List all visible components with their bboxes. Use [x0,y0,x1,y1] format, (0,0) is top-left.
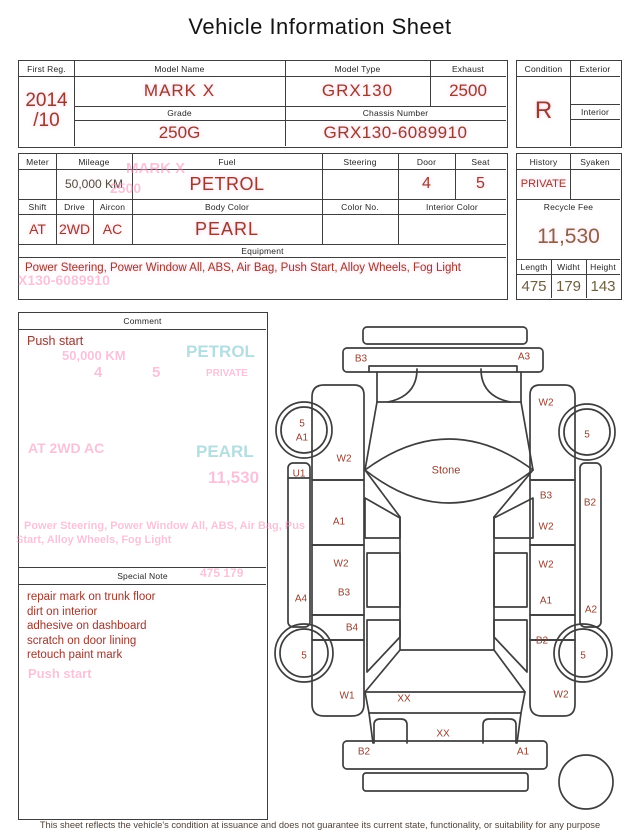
damage-code-label: 5 [299,418,305,430]
model-name-label: Model Name [154,63,205,74]
condition-table [516,60,622,148]
comment-label: Comment [123,316,162,326]
width-label: Widht [557,261,580,272]
fuel-value: PETROL [189,173,265,194]
special-note-item: dirt on interior [27,605,98,618]
equipment-label: Equipment [241,245,284,256]
ghost-text: PEARL [196,442,254,461]
ghost-text: PRIVATE [206,368,248,379]
model-type-value: GRX130 [321,81,394,100]
ghost-text: AT 2WD AC [28,440,105,456]
interior-label: Interior [580,106,610,117]
damage-code-label: XX [397,693,411,705]
left-rear-door-shape [312,545,364,615]
damage-code-label: 5 [584,429,590,441]
seat-value: 5 [476,175,485,192]
model-name-value: MARK X [143,81,216,100]
grade-value: 250G [158,123,201,142]
damage-code-label: B4 [345,622,359,634]
special-note-item: scratch on door lining [27,634,137,647]
ghost-text: 475 179 [200,566,244,580]
exhaust-label: Exhaust [451,63,485,74]
damage-code-label: W2 [553,689,569,701]
damage-code-label: A1 [516,746,530,758]
ghost-text: Power Steering, Power Window All, ABS, Air Bag, Pus [24,520,306,532]
damage-code-label: B3 [337,587,351,599]
ghost-text: 2500 [110,180,142,196]
special-note-item: repair mark on trunk floor [27,591,156,603]
first-reg-month: /10 [33,110,60,131]
length-value: 475 [521,277,547,295]
first-reg-label: First Reg. [27,63,66,74]
door-value: 4 [422,175,431,192]
damage-code-label: W1 [339,690,355,702]
damage-code-label: A1 [332,516,346,528]
syaken-label: Syaken [580,156,610,167]
history-fee-table [516,153,622,300]
height-label: Height [590,261,616,272]
grade-label: Grade [167,108,192,118]
damage-code-label: W2 [538,559,554,571]
car-damage-diagram [270,312,640,820]
aircon-value: AC [102,221,123,237]
ghost-text: X130-6089910 [18,272,110,288]
damage-code-label: B3 [539,490,553,502]
damage-code-label: B2 [535,635,549,647]
meter-value [19,169,56,199]
right-front-door-shape [530,480,575,545]
damage-code-label: A1 [539,595,553,607]
damage-code-label: A2 [584,604,598,616]
exhaust-value: 2500 [449,81,487,100]
drive-label: Drive [64,201,85,212]
damage-code-label: Stone [431,464,461,477]
damage-code-label: W2 [333,558,349,570]
special-note-item: adhesive on dashboard [27,620,147,632]
ghost-text: Push start [28,666,92,681]
damage-code-label: 5 [580,650,586,662]
first-reg-value [19,76,74,146]
damage-code-label: B2 [583,497,597,509]
interior-color-value [398,214,506,244]
chassis-number-value: GRX130-6089910 [323,123,468,142]
shift-label: Shift [28,201,47,212]
front-panel-shape [343,348,543,372]
ghost-text: Start, Alloy Wheels, Fog Light [16,534,172,546]
ghost-text: 4 [94,364,103,381]
damage-code-label: A1 [295,432,309,444]
width-value: 179 [555,277,582,295]
door-label: Door [416,156,437,167]
fuel-label: Fuel [218,156,236,167]
interior-value [570,119,620,146]
syaken-value [570,169,620,199]
aircon-label: Aircon [99,201,126,212]
front-bumper-shape [363,327,527,344]
mileage-label: Mileage [78,156,110,167]
mileage-value: 50,000 KM [64,177,124,191]
condition-value: R [534,97,553,124]
special-note-list [27,590,155,663]
damage-code-label: B2 [357,746,371,758]
color-no-label: Color No. [341,201,379,212]
damage-code-label: A4 [294,593,308,605]
ghost-text: MARK X [126,160,186,177]
seat-label: Seat [471,156,490,167]
model-type-label: Model Type [334,63,381,74]
first-reg-year: 2014 [25,90,68,111]
damage-code-label: XX [436,728,450,740]
color-no-value [322,214,398,244]
front-left-wheel [276,402,332,458]
damage-code-label: 5 [301,650,307,662]
rear-window-shape [365,650,525,692]
ghost-text: 11,530 [208,468,260,487]
diagram-damage-labels [293,352,598,758]
recycle-fee-value: 11,530 [537,224,600,248]
details-table [18,153,508,300]
special-note-item: retouch paint mark [27,649,123,661]
steering-label: Steering [343,156,377,167]
equipment-value: Power Steering, Power Window All, ABS, Air Bag, Push Start, Alloy Wheels, Fog Light [25,262,461,274]
disclaimer-text: This sheet reflects the vehicle's condition at issuance and does not guarantee its current state, functionality, or suitability for any purpose [39,820,601,830]
shift-value: AT [29,221,46,237]
damage-code-label: W2 [336,453,352,465]
interior-color-label: Interior Color [426,201,478,212]
page-title: Vehicle Information Sheet [188,14,452,39]
damage-code-label: A3 [517,351,531,363]
length-label: Length [520,261,548,272]
recycle-fee-label: Recycle Fee [543,201,594,212]
drive-value: 2WD [58,221,91,237]
vehicle-info-table [18,60,508,148]
right-rear-door-shape [530,545,575,615]
chassis-number-label: Chassis Number [362,108,429,118]
windshield-pillars [365,402,533,470]
ghost-text: 5 [152,364,161,381]
damage-code-label: U1 [292,468,306,480]
history-label: History [529,156,558,167]
height-value: 143 [590,277,616,295]
spare-tire [559,755,613,809]
exterior-value [570,76,620,104]
right-sill-shape [580,463,601,627]
special-note-label: Special Note [117,570,168,581]
history-value: PRIVATE [520,178,567,190]
damage-code-label: W2 [538,397,554,409]
body-color-value: PEARL [194,218,260,239]
steering-value [322,169,398,199]
meter-label: Meter [26,156,49,167]
body-color-label: Body Color [204,201,250,212]
damage-code-label: B3 [354,353,368,365]
left-front-fender-shape [312,385,364,480]
ghost-text: PETROL [186,342,255,361]
ghost-text: 50,000 KM [62,348,126,363]
damage-code-label: W2 [538,521,554,533]
exterior-label: Exterior [579,63,611,74]
comment-text: Push start [27,334,84,348]
comment-box [18,312,268,820]
condition-label: Condition [524,63,563,74]
left-front-door-shape [312,480,364,545]
